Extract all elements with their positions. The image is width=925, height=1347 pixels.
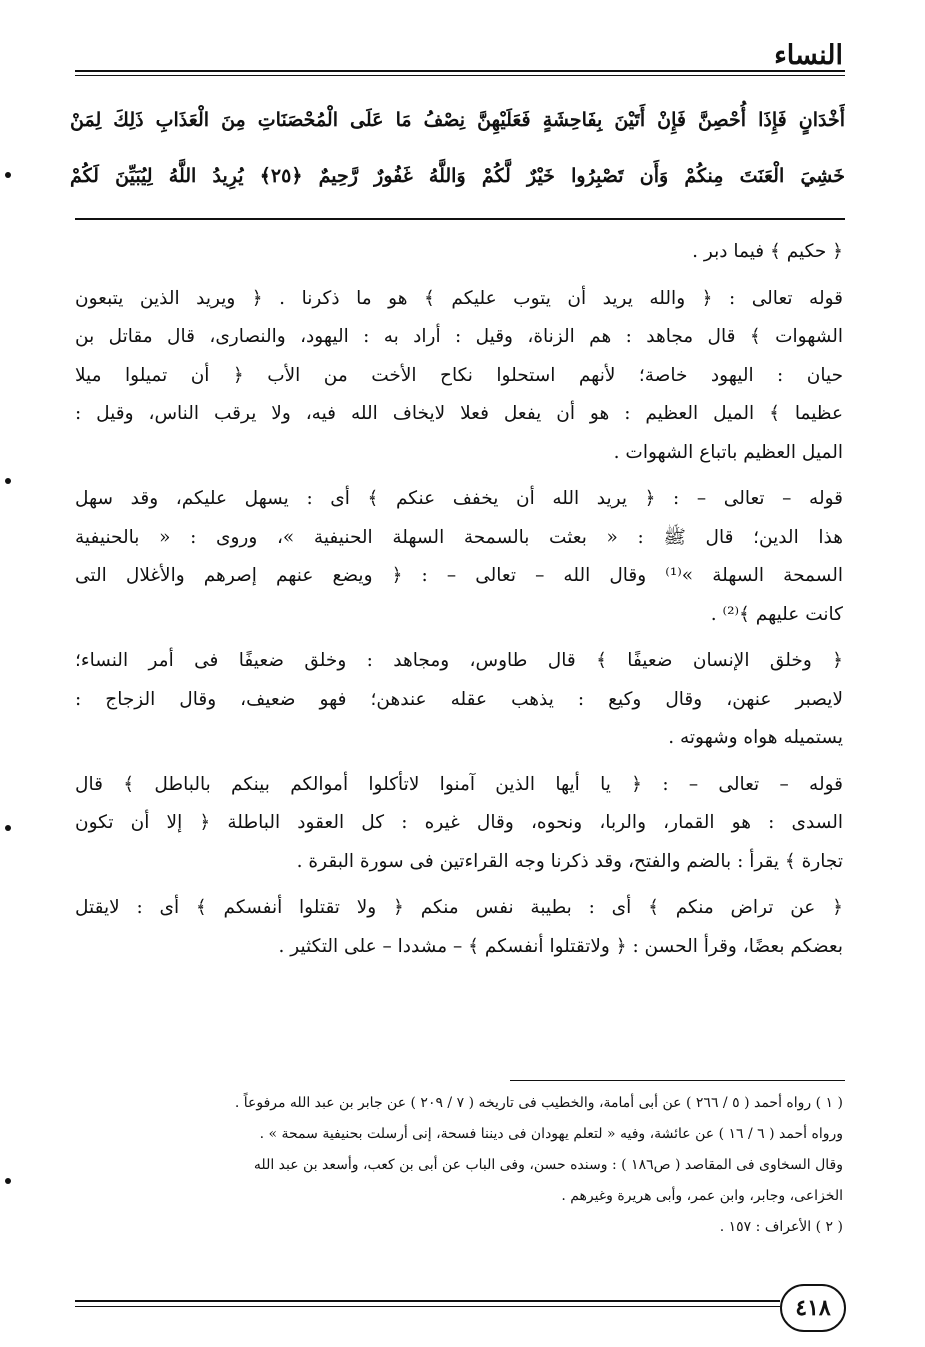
footnotes <box>75 1088 843 1243</box>
text-line: عظيما ﴾ الميل العظيم : هو أن يفعل فعلا لايخاف الله فيه، ولا يرقب الناس، وقيل : <box>75 403 843 424</box>
paragraph <box>75 889 843 966</box>
quran-divider <box>75 218 845 220</box>
text-line: هذا الدين؛ قال ﷺ : « بعثت بالسمحة السهلة الحنيفية »، وروى : « بالحنيفية <box>75 526 843 548</box>
text-line: قوله – تعالى – : ﴿ يا أيها الذين آمنوا لاتأكلوا أموالكم بينكم بالباطل ﴾ قال <box>75 773 843 795</box>
header-rule <box>75 70 845 72</box>
footnote-line: الخزاعى، وجابر، وابن عمر، وأبى هريرة وغيرهم . <box>561 1188 843 1204</box>
text-line: كانت عليهم ﴾⁽²⁾ . <box>710 603 843 625</box>
text-line: لايصبر عنهن، وقال وكيع : يذهب عقله عندهن؛ فهو ضعيف، وقال الزجاج : <box>75 688 843 710</box>
text-line: السمحة السهلة »⁽¹⁾ وقال الله – تعالى – : ﴿ ويضع عنهم إصرهم والأغلال التى <box>75 565 843 586</box>
commentary-body <box>75 233 843 974</box>
footer-rule <box>75 1300 780 1302</box>
binding-hole-mark <box>5 1178 11 1184</box>
text-line: ﴿ وخلق الإنسان ضعيفًا ﴾ قال طاوس، ومجاهد : وخلق ضعيفًا فى أمر النساء؛ <box>75 650 843 671</box>
binding-hole-mark <box>5 478 11 484</box>
quran-verse-block <box>70 92 845 214</box>
text-line: حيان : اليهود خاصة؛ لأنهم استحلوا نكاح الأخت من الأب ﴿ أن تميلوا ميلا <box>75 364 843 386</box>
text-line: تجارة ﴾ يقرأ : بالضم والفتح، وقد ذكرنا وجه القراءتين فى سورة البقرة . <box>296 850 843 872</box>
text-line: قوله – تعالى – : ﴿ يريد الله أن يخفف عنكم ﴾ أى : يسهل عليكم، وقد سهل <box>75 488 843 509</box>
header-rule-thin <box>75 75 845 76</box>
footnote-line: ( ١ ) رواه أحمد ( ٥ / ٢٦٦ ) عن أبى أمامة، والخطيب فى تاريخه ( ٧ / ٢٠٩ ) عن جابر بن عبد الله مرفوعاً . <box>234 1095 843 1111</box>
footnote-line: ( ٢ ) الأعراف : ١٥٧ . <box>719 1219 843 1235</box>
text-line: يستميله هواه وشهوته . <box>668 727 843 748</box>
text-line: السدى : هو القمار، والربا، ونحوه، وقال غيره : كل العقود الباطلة ﴿ إلا أن تكون <box>75 812 843 833</box>
page-number: ٤١٨ <box>780 1284 846 1332</box>
text-line: ﴿ عن تراض منكم ﴾ أى : بطيبة نفس منكم ﴿ ولا تقتلوا أنفسكم ﴾ أى : لايقتل <box>75 897 843 918</box>
quran-line: خَشِيَ الْعَنَتَ مِنكُمْ وَأَن تَصْبِرُوا خَيْرٌ لَّكُمْ وَاللَّهُ غَفُورٌ رَّحِيمٌ ﴿٢٥﴾ يُرِيدُ اللَّهُ لِيُبَيِّنَ لَكُمْ <box>70 165 845 187</box>
paragraph <box>75 280 843 473</box>
footnote-line: ورواه أحمد ( ٦ / ١٦ ) عن عائشة، وفيه « لتعلم يهودان فى ديننا فسحة، إنى أرسلت بحنيفية سمحة » . <box>259 1126 843 1142</box>
paragraph <box>75 642 843 758</box>
binding-hole-mark <box>5 825 11 831</box>
text-line: قوله تعالى : ﴿ والله يريد أن يتوب عليكم ﴾ هو ما ذكرنا . ﴿ ويريد الذين يتبعون <box>75 287 843 309</box>
text-line: ﴿ حكيم ﴾ فيما دبر . <box>692 241 843 262</box>
footnote-divider <box>510 1080 845 1081</box>
quran-line: أَخْدَانٍ فَإِذَا أُحْصِنَّ فَإِنْ أَتَيْنَ بِفَاحِشَةٍ فَعَلَيْهِنَّ نِصْفُ مَا عَلَى الْمُحْصَنَاتِ مِنَ الْعَذَابِ ذَلِكَ لِمَنْ <box>70 109 845 131</box>
paragraph <box>75 233 843 272</box>
paragraph <box>75 480 843 634</box>
paragraph <box>75 766 843 882</box>
footer-rule-thin <box>75 1306 780 1307</box>
text-line: الميل العظيم باتباع الشهوات . <box>613 441 843 463</box>
footnote-line: وقال السخاوى فى المقاصد ( ص١٨٦ ) : وسنده حسن، وفى الباب عن أبى بن كعب، وأسعد بن عبد الله <box>253 1157 843 1173</box>
binding-hole-mark <box>5 172 11 178</box>
text-line: الشهوات ﴾ قال مجاهد : هم الزناة، وقيل : أراد به : اليهود، والنصارى، قال مقاتل بن <box>75 326 843 347</box>
surah-title: النساء <box>774 40 843 71</box>
text-line: بعضكم بعضًا، وقرأ الحسن : ﴿ ولاتقتلوا أنفسكم ﴾ – مشددا – على التكثير . <box>278 935 843 957</box>
